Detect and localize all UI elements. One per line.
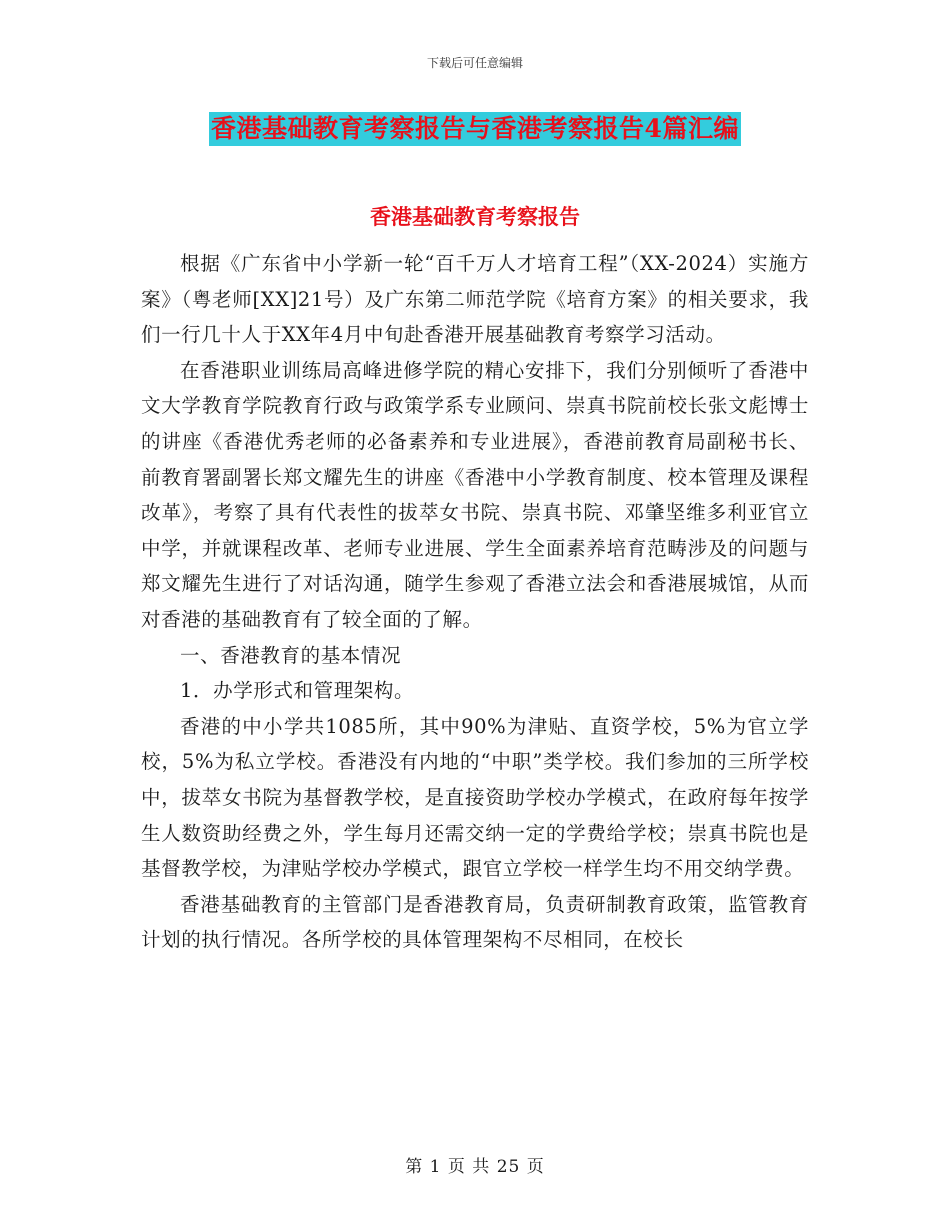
subheading-management: 1．办学形式和管理架构。 [180,679,415,703]
section-title: 香港基础教育考察报告 [370,204,580,229]
paragraph: 在香港职业训练局高峰进修学院的精心安排下，我们分别倾听了香港中文大学教育学院教育行政与政策学系专业顾问、崇真书院前校长张文彪博士的讲座《香港优秀老师的必备素养和专业进展》，香港前教育局副秘书长、前教育署副署长郑文耀先生的讲座《香港中小学教育制度、校本管理及课程改革》，考察了具有代表性的拔萃女书院、崇真书院、邓肇坚维多利亚官立中学，并就课程改革、老师专业进展、学生全面素养培育范畴涉及的问题与郑文耀先生进行了对话沟通，随学生参观了香港立法会和香港展城馆，从而对香港的基础教育有了较全面的了解。 [141,358,809,631]
document-title: 香港基础教育考察报告与香港考察报告4篇汇编 [209,112,741,146]
paragraph: 根据《广东省中小学新一轮“百千万人才培育工程”（XX-2024）实施方案》（粤老师[XX]21号）及广东第二师范学院《培育方案》的相关要求，我们一行几十人于XX年4月中旬赴香港开展基础教育考察学习活动。 [141,252,809,347]
body-text [141,246,809,958]
header-note: 下载后可任意编辑 [426,56,523,70]
heading-basic-situation: 一、香港教育的基本情况 [180,643,402,667]
paragraph: 香港的中小学共1085所，其中90%为津贴、直资学校，5%为官立学校，5%为私立学校。香港没有内地的“中职”类学校。我们参加的三所学校中，拔萃女书院为基督教学校，是直接资助学校办学模式，在政府每年按学生人数资助经费之外，学生每月还需交纳一定的学费给学校；崇真书院也是基督教学校，为津贴学校办学模式，跟官立学校一样学生均不用交纳学费。 [141,714,809,881]
page-footer: 第 1 页 共 25 页 [405,1157,545,1177]
paragraph: 香港基础教育的主管部门是香港教育局，负责研制教育政策，监管教育计划的执行情况。各所学校的具体管理架构不尽相同，在校长 [141,892,809,952]
document-title-container [0,112,950,146]
